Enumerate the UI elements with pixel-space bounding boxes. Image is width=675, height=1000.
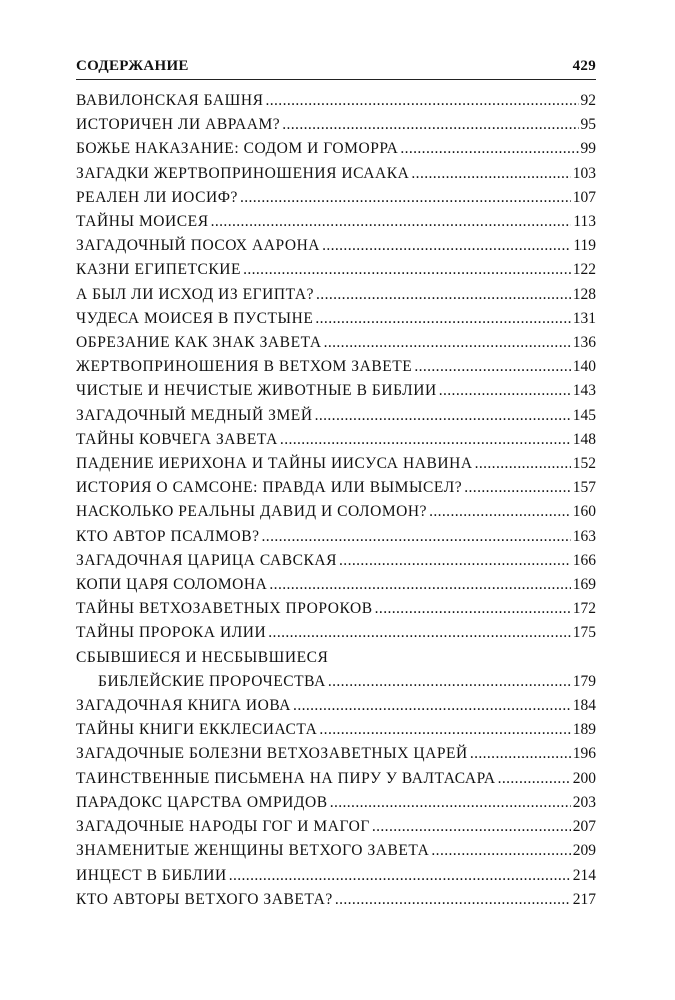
toc-entry xyxy=(76,767,596,791)
toc-entry xyxy=(76,791,596,815)
toc-entry-title: ТАЙНЫ ПРОРОКА ИЛИИ xyxy=(76,624,267,642)
toc-entry xyxy=(76,379,596,403)
toc-entry xyxy=(76,694,596,718)
toc-entry-line xyxy=(76,331,596,355)
toc-entry-line xyxy=(76,767,596,791)
toc-entry-page-number: 214 xyxy=(572,866,596,884)
toc-entry xyxy=(76,718,596,742)
toc-entry-page-number: 189 xyxy=(572,721,596,739)
toc-entry xyxy=(76,89,596,113)
toc-entry-title: ТАЙНЫ МОИСЕЯ xyxy=(76,213,209,231)
dot-leader xyxy=(269,573,570,597)
toc-entry-line xyxy=(76,113,596,137)
toc-entry-line xyxy=(76,670,596,694)
toc-entry xyxy=(76,355,596,379)
dot-leader xyxy=(339,549,571,573)
toc-entry-line xyxy=(76,476,596,500)
toc-entry-page-number: 122 xyxy=(572,261,596,279)
dot-leader xyxy=(229,864,571,888)
dot-leader xyxy=(330,791,571,815)
dot-leader xyxy=(319,718,570,742)
toc-entry-page-number: 163 xyxy=(572,527,596,545)
toc-entry-line xyxy=(76,718,596,742)
toc-entry-title: КТО АВТОРЫ ВЕТХОГО ЗАВЕТА? xyxy=(76,890,333,908)
dot-leader xyxy=(211,210,572,234)
toc-entry-page-number: 140 xyxy=(572,358,596,376)
toc-entry-title: КТО АВТОР ПСАЛМОВ? xyxy=(76,527,260,545)
toc-entry-title: КАЗНИ ЕГИПЕТСКИЕ xyxy=(76,261,242,279)
toc-entry-page-number: 209 xyxy=(572,842,596,860)
toc-entry-line xyxy=(76,258,596,282)
dot-leader xyxy=(439,379,571,403)
toc-entry xyxy=(76,549,596,573)
toc-entry-line xyxy=(76,573,596,597)
toc-entry-line xyxy=(76,621,596,645)
toc-entry-page-number: 200 xyxy=(572,769,596,787)
toc-entry-line xyxy=(76,500,596,524)
toc-entry-line xyxy=(76,694,596,718)
dot-leader xyxy=(268,621,570,645)
toc-entry-page-number: 175 xyxy=(572,624,596,642)
toc-entry-title: ИСТОРИЯ О САМСОНЕ: ПРАВДА ИЛИ ВЫМЫСЕЛ? xyxy=(76,479,463,497)
dot-leader xyxy=(265,89,578,113)
toc-entry-title: ЗАГАДОЧНЫЙ МЕДНЫЙ ЗМЕЙ xyxy=(76,406,313,424)
toc-entry-title: ИНЦЕСТ В БИБЛИИ xyxy=(76,866,227,884)
toc-entry-title: ЗАГАДОЧНАЯ КНИГА ИОВА xyxy=(76,697,292,715)
running-header-title: СОДЕРЖАНИЕ xyxy=(76,58,189,74)
dot-leader xyxy=(335,888,571,912)
toc-entry-title: КОПИ ЦАРЯ СОЛОМОНА xyxy=(76,576,268,594)
toc-entry-line xyxy=(76,137,596,161)
toc-entry-title: ТАЙНЫ КОВЧЕГА ЗАВЕТА xyxy=(76,430,278,448)
toc-entry-title: ТАЙНЫ КНИГИ ЕККЛЕСИАСТА xyxy=(76,721,318,739)
toc-entry-title: ЗАГАДОЧНЫЕ НАРОДЫ ГОГ И МАГОГ xyxy=(76,818,370,836)
dot-leader xyxy=(475,452,571,476)
toc-entry-title: ЧИСТЫЕ И НЕЧИСТЫЕ ЖИВОТНЫЕ В БИБЛИИ xyxy=(76,382,437,400)
toc-entry-title: ОБРЕЗАНИЕ КАК ЗНАК ЗАВЕТА xyxy=(76,334,322,352)
toc-entry-page-number: 169 xyxy=(572,576,596,594)
toc-entry-page-number: 103 xyxy=(572,164,596,182)
toc-entry xyxy=(76,573,596,597)
toc-entry-line xyxy=(76,888,596,912)
toc-entry-line xyxy=(76,839,596,863)
toc-entry-page-number: 143 xyxy=(572,382,596,400)
dot-leader xyxy=(280,428,571,452)
toc-entry-title: А БЫЛ ЛИ ИСХОД ИЗ ЕГИПТА? xyxy=(76,285,315,303)
toc-entry-title: ТАИНСТВЕННЫЕ ПИСЬМЕНА НА ПИРУ У ВАЛТАСАРА xyxy=(76,769,496,787)
toc-entry-line xyxy=(76,355,596,379)
toc-entry-page-number: 203 xyxy=(572,793,596,811)
toc-entry-page-number: 157 xyxy=(572,479,596,497)
toc-entry xyxy=(76,162,596,186)
toc-entry-page-number: 99 xyxy=(580,140,596,158)
toc-entry xyxy=(76,525,596,549)
toc-entry xyxy=(76,815,596,839)
toc-entry-line xyxy=(76,864,596,888)
dot-leader xyxy=(315,307,570,331)
toc-entry xyxy=(76,258,596,282)
toc-entry-title: ЧУДЕСА МОИСЕЯ В ПУСТЫНЕ xyxy=(76,309,314,327)
dot-leader xyxy=(400,137,578,161)
toc-entry xyxy=(76,646,596,694)
toc-entry-line xyxy=(76,234,596,258)
dot-leader xyxy=(316,283,571,307)
toc-entry-line xyxy=(76,452,596,476)
toc-entry-page-number: 113 xyxy=(573,213,596,231)
toc-entry xyxy=(76,500,596,524)
toc-entry xyxy=(76,210,596,234)
toc-entry-line xyxy=(76,162,596,186)
dot-leader xyxy=(282,113,578,137)
toc-entry-line xyxy=(76,549,596,573)
toc-entry-title-line xyxy=(76,646,596,670)
toc-entry-title: СБЫВШИЕСЯ И НЕСБЫВШИЕСЯ xyxy=(76,648,329,666)
toc-entry-line xyxy=(76,307,596,331)
toc-entry-line xyxy=(76,597,596,621)
toc-entry xyxy=(76,234,596,258)
toc-entry-title: РЕАЛЕН ЛИ ИОСИФ? xyxy=(76,188,238,206)
dot-leader xyxy=(243,258,571,282)
toc-entry-title: ЗАГАДКИ ЖЕРТВОПРИНОШЕНИЯ ИСААКА xyxy=(76,164,410,182)
dot-leader xyxy=(498,767,571,791)
toc-entry-page-number: 107 xyxy=(572,188,596,206)
toc-entry-title: ЗНАМЕНИТЫЕ ЖЕНЩИНЫ ВЕТХОГО ЗАВЕТА xyxy=(76,842,430,860)
toc-entry-page-number: 131 xyxy=(572,309,596,327)
toc-entry xyxy=(76,307,596,331)
dot-leader xyxy=(411,162,570,186)
toc-entry xyxy=(76,452,596,476)
toc-entry xyxy=(76,186,596,210)
toc-entry-page-number: 207 xyxy=(572,818,596,836)
toc-entry-page-number: 166 xyxy=(572,551,596,569)
toc-entry-line xyxy=(76,210,596,234)
toc-entry-page-number: 148 xyxy=(572,430,596,448)
toc-entry-line xyxy=(76,428,596,452)
dot-leader xyxy=(372,815,571,839)
toc-entry-line xyxy=(76,742,596,766)
dot-leader xyxy=(240,186,571,210)
dot-leader xyxy=(375,597,571,621)
running-header-page-number: 429 xyxy=(572,58,596,74)
dot-leader xyxy=(414,355,570,379)
toc-entry-title: ВАВИЛОНСКАЯ БАШНЯ xyxy=(76,92,264,109)
running-header xyxy=(76,58,596,78)
toc-entry xyxy=(76,839,596,863)
dot-leader xyxy=(293,694,571,718)
dot-leader xyxy=(431,839,570,863)
toc-entry-line xyxy=(76,283,596,307)
toc-entry xyxy=(76,476,596,500)
dot-leader xyxy=(322,234,571,258)
toc-entry xyxy=(76,597,596,621)
toc-entry-title: БОЖЬЕ НАКАЗАНИЕ: СОДОМ И ГОМОРРА xyxy=(76,140,399,158)
toc-entry-line xyxy=(76,89,596,113)
toc-entry-line xyxy=(76,815,596,839)
toc-entry-line xyxy=(76,404,596,428)
dot-leader xyxy=(324,331,571,355)
dot-leader xyxy=(429,500,571,524)
dot-leader xyxy=(464,476,571,500)
toc-entry-line xyxy=(76,791,596,815)
toc-entry-page-number: 152 xyxy=(572,455,596,473)
toc-entry-title: ЗАГАДОЧНЫЕ БОЛЕЗНИ ВЕТХОЗАВЕТНЫХ ЦАРЕЙ xyxy=(76,745,468,763)
toc-entry-title: НАСКОЛЬКО РЕАЛЬНЫ ДАВИД И СОЛОМОН? xyxy=(76,503,428,521)
toc-entry-page-number: 95 xyxy=(580,116,596,134)
toc-entry xyxy=(76,742,596,766)
toc-entry-page-number: 136 xyxy=(572,334,596,352)
toc-entry-page-number: 92 xyxy=(580,92,596,109)
toc-entry xyxy=(76,404,596,428)
toc-entry-page-number: 119 xyxy=(573,237,596,255)
toc-entry xyxy=(76,331,596,355)
toc-entry-title: ЗАГАДОЧНЫЙ ПОСОХ ААРОНА xyxy=(76,237,321,255)
toc-entry-title: ПАРАДОКС ЦАРСТВА ОМРИДОВ xyxy=(76,793,328,811)
toc-entry-page-number: 184 xyxy=(572,697,596,715)
toc-entry-page-number: 128 xyxy=(572,285,596,303)
toc-entry-title: ПАДЕНИЕ ИЕРИХОНА И ТАЙНЫ ИИСУСА НАВИНА xyxy=(76,455,473,473)
header-rule xyxy=(76,79,596,80)
toc-entry-page-number: 179 xyxy=(572,672,596,690)
toc-entry xyxy=(76,888,596,912)
toc-entry xyxy=(76,428,596,452)
toc-entry xyxy=(76,137,596,161)
toc-entry xyxy=(76,621,596,645)
toc-entry-line xyxy=(76,186,596,210)
toc-entry-line xyxy=(76,379,596,403)
toc-entry-page-number: 145 xyxy=(572,406,596,424)
toc-entry xyxy=(76,864,596,888)
dot-leader xyxy=(470,742,571,766)
toc-entry-title: ТАЙНЫ ВЕТХОЗАВЕТНЫХ ПРОРОКОВ xyxy=(76,600,373,618)
toc-entry-page-number: 172 xyxy=(572,600,596,618)
dot-leader xyxy=(262,525,571,549)
toc-entry-title: ЖЕРТВОПРИНОШЕНИЯ В ВЕТХОМ ЗАВЕТЕ xyxy=(76,358,413,376)
table-of-contents xyxy=(76,89,596,912)
dot-leader xyxy=(328,670,571,694)
dot-leader xyxy=(315,404,571,428)
toc-entry-title: ЗАГАДОЧНАЯ ЦАРИЦА САВСКАЯ xyxy=(76,551,338,569)
toc-entry-line xyxy=(76,525,596,549)
toc-entry xyxy=(76,283,596,307)
toc-entry-page-number: 217 xyxy=(572,890,596,908)
toc-entry-page-number: 196 xyxy=(572,745,596,763)
toc-entry-page-number: 160 xyxy=(572,503,596,521)
toc-entry-title: ИСТОРИЧЕН ЛИ АВРААМ? xyxy=(76,116,281,134)
toc-entry xyxy=(76,113,596,137)
toc-entry-title-continuation: БИБЛЕЙСКИЕ ПРОРОЧЕСТВА xyxy=(98,672,326,690)
